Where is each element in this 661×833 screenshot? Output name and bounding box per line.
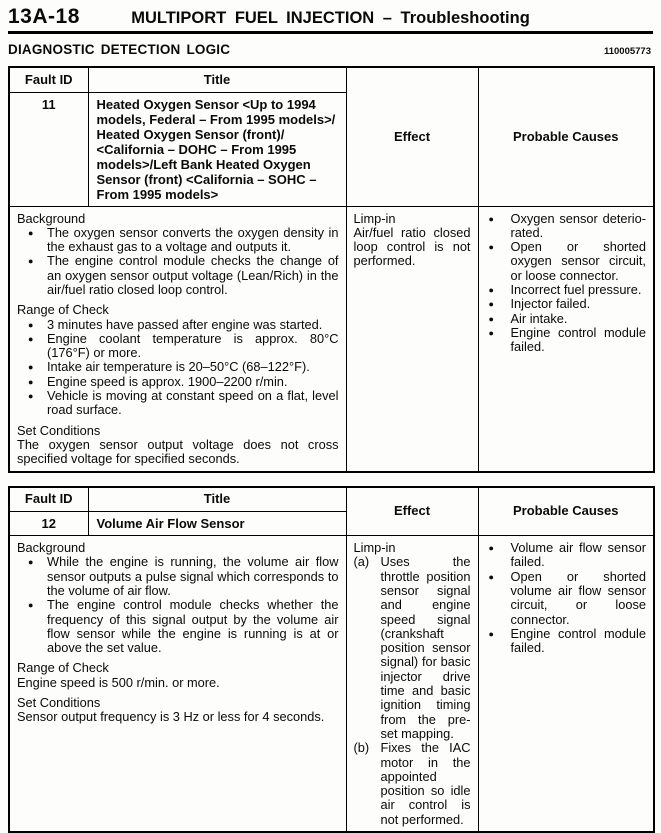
bullet-icon: ● (488, 313, 494, 324)
section-heading-row (8, 42, 653, 57)
background-item (17, 226, 339, 255)
set-conditions-text: Sensor output frequency is 3 Hz or less for 4 seconds. (17, 709, 325, 725)
fault-id-header: Fault ID (9, 487, 88, 512)
bullet-icon: ● (488, 571, 494, 582)
doc-number: 110005773 (603, 46, 651, 57)
probable-cause-text: Air intake. (510, 310, 568, 326)
probable-cause-item (486, 312, 647, 326)
probable-cause-text: Open or shorted oxygen sensor circuit, or loose connector. (510, 239, 646, 283)
page-number: 13A-18 (8, 5, 80, 28)
fault-table-12 (8, 486, 655, 833)
effect-item-text: Uses the throttle position sensor signal and engine speed signal (crankshaft position sensor signal) for basic injector drive time and basic ignition timing from the pre-set mapping. (380, 554, 471, 741)
bullet-icon: ● (28, 376, 34, 387)
bullet-icon: ● (28, 256, 34, 267)
range-item-text: Intake air temperature is 20–50°C (68–122°F). (47, 359, 310, 375)
effect-cell (346, 536, 478, 832)
probable-cause-item (486, 212, 647, 241)
range-item (17, 332, 339, 361)
effect-item-text: Fixes the IAC motor in the appointed position so idle air control is not performed. (380, 740, 471, 827)
probable-cause-text: Incorrect fuel pressure. (510, 281, 642, 297)
probable-cause-text: Engine control module failed. (510, 324, 646, 355)
effect-cell (346, 206, 478, 472)
effect-item (354, 555, 471, 741)
background-item (17, 598, 339, 655)
effect-item (354, 741, 471, 827)
probable-cause-item (486, 627, 647, 656)
fault-title-value: Heated Oxygen Sensor <Up to 1994 models, Federal – From 1995 models>/ Heated Oxygen Sensor (front)/ <California – DOHC – From 1995 models>/Left Bank Heated Oxygen Sensor (front) <California – SOHC – From 1995 models> (88, 92, 346, 206)
fault-detail-row (9, 536, 654, 832)
probable-causes-cell (478, 536, 654, 832)
effect-item-marker: (a) (353, 554, 370, 570)
fault-title-value: Volume Air Flow Sensor (88, 512, 346, 536)
background-item-text: The engine control module checks the change of an oxygen sensor output voltage (Lean/Rich) in the air/fuel ratio closed loop control. (47, 253, 339, 297)
description-cell (9, 206, 346, 472)
probable-cause-item (486, 326, 647, 355)
set-conditions-label: Set Conditions (17, 695, 101, 711)
probable-cause-item (486, 541, 647, 570)
section-title: DIAGNOSTIC DETECTION LOGIC (8, 42, 231, 57)
range-item (17, 318, 339, 332)
probable-cause-item (486, 283, 647, 297)
bullet-icon: ● (488, 213, 494, 224)
probable-cause-item (486, 297, 647, 311)
probable-causes-header: Probable Causes (478, 487, 654, 536)
bullet-icon: ● (28, 600, 34, 611)
effect-heading: Limp-in (353, 210, 396, 226)
effect-heading: Limp-in (353, 540, 396, 556)
range-of-check-text: Engine speed is 500 r/min. or more. (17, 674, 220, 690)
bullet-icon: ● (28, 319, 34, 330)
probable-cause-text: Open or shorted volume air flow sensor circuit, or loose connector. (510, 568, 646, 627)
fault-table-11 (8, 66, 655, 473)
range-item (17, 375, 339, 389)
fault-id-header: Fault ID (9, 67, 88, 92)
fault-id-value: 12 (9, 512, 88, 536)
background-item-text: The engine control module checks whether the frequency of this signal output by the volume air flow sensor while the engine is running is at or above the set value. (47, 597, 339, 656)
bullet-icon: ● (28, 391, 34, 402)
range-item (17, 389, 339, 418)
chapter-title: MULTIPORT FUEL INJECTION – Troubleshooting (131, 9, 530, 27)
probable-cause-item (486, 570, 647, 627)
bullet-icon: ● (28, 227, 34, 238)
table-header-row (9, 487, 654, 512)
background-label: Background (17, 210, 86, 226)
range-item (17, 360, 339, 374)
background-item (17, 254, 339, 297)
probable-causes-cell (478, 206, 654, 472)
probable-cause-text: Injector failed. (510, 296, 591, 312)
range-item-text: Engine coolant temperature is approx. 80°C (176°F) or more. (47, 330, 339, 361)
bullet-icon: ● (28, 362, 34, 373)
background-item (17, 555, 339, 598)
range-item-text: 3 minutes have passed after engine was started. (47, 316, 323, 332)
effect-item-marker: (b) (353, 740, 370, 756)
background-item-text: The oxygen sensor converts the oxygen density in the exhaust gas to a voltage and outputs it. (47, 224, 339, 255)
set-conditions-text: The oxygen sensor output voltage does not cross specified voltage for specified seconds. (17, 436, 339, 467)
background-label: Background (17, 540, 86, 556)
bullet-icon: ● (28, 333, 34, 344)
bullet-icon: ● (488, 543, 494, 554)
range-item-text: Engine speed is approx. 1900–2200 r/min. (47, 373, 288, 389)
probable-cause-text: Oxygen sensor deteriorated. (510, 210, 646, 240)
bullet-icon: ● (28, 557, 34, 568)
background-item-text: While the engine is running, the volume air flow sensor outputs a pulse signal which corresponds to the volume of air flow. (47, 554, 339, 598)
fault-detail-row (9, 206, 654, 472)
probable-cause-text: Engine control module failed. (510, 625, 646, 656)
title-header: Title (88, 487, 346, 512)
bullet-icon: ● (488, 628, 494, 639)
title-header: Title (88, 67, 346, 92)
table-header-row (9, 67, 654, 92)
bullet-icon: ● (488, 299, 494, 310)
bullet-icon: ● (488, 327, 494, 338)
bullet-icon: ● (488, 242, 494, 253)
fault-id-value: 11 (9, 92, 88, 206)
page-header (8, 5, 653, 34)
bullet-icon: ● (488, 284, 494, 295)
probable-cause-item (486, 240, 647, 283)
description-cell (9, 536, 346, 832)
set-conditions-label: Set Conditions (17, 422, 101, 438)
range-of-check-label: Range of Check (17, 660, 109, 676)
range-of-check-label: Range of Check (17, 302, 109, 318)
effect-header: Effect (346, 67, 478, 206)
range-item-text: Vehicle is moving at constant speed on a flat, level road surface. (47, 388, 339, 418)
effect-header: Effect (346, 487, 478, 536)
probable-cause-text: Volume air flow sensor failed. (510, 540, 646, 570)
probable-causes-header: Probable Causes (478, 67, 654, 206)
effect-text: Air/fuel ratio closed loop control is not performed. (353, 224, 471, 269)
